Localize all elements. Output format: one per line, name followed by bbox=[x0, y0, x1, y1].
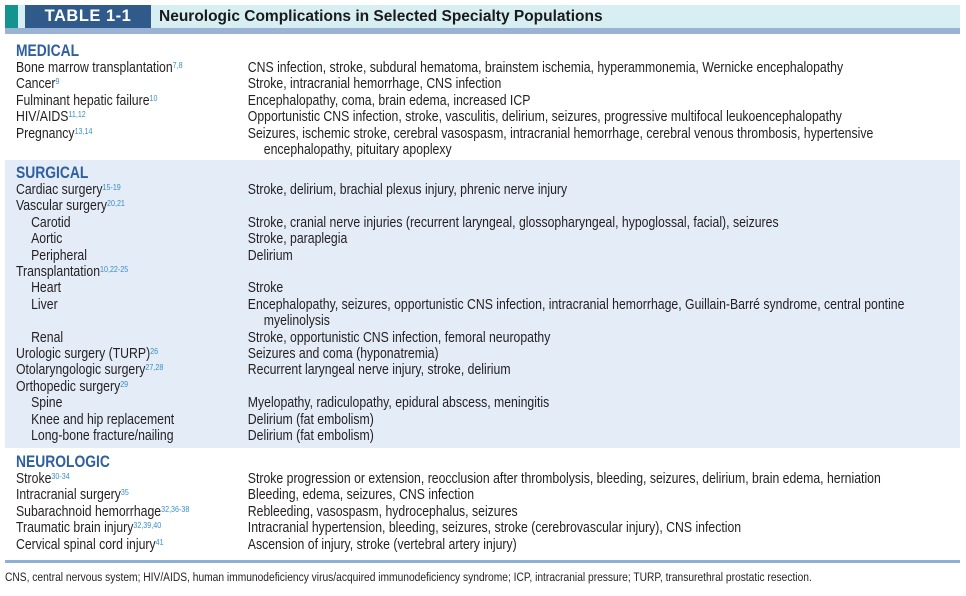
label-text: Cardiac surgery bbox=[15, 182, 103, 198]
table-row bbox=[0, 248, 954, 264]
complications-text: Bleeding, edema, seizures, CNS infection bbox=[247, 487, 475, 504]
label-text: Cervical spinal cord injury bbox=[15, 536, 156, 553]
bottom-rule bbox=[5, 560, 960, 563]
row-label bbox=[0, 297, 248, 330]
row-label bbox=[0, 504, 248, 520]
complications-text: Ascension of injury, stroke (vertebral artery injury) bbox=[247, 536, 517, 553]
table-row bbox=[0, 537, 954, 553]
table-row bbox=[0, 395, 954, 411]
label-text: Otolaryngologic surgery bbox=[15, 362, 146, 379]
table-row bbox=[0, 76, 954, 92]
reference-superscript: 32,36-38 bbox=[161, 503, 190, 514]
row-label bbox=[0, 93, 248, 109]
row-label bbox=[0, 330, 248, 346]
complications-text: Stroke, delirium, brachial plexus injury, phrenic nerve injury bbox=[247, 182, 568, 198]
section-surgical bbox=[0, 164, 954, 445]
complications-text: Delirium (fat embolism) bbox=[247, 428, 374, 445]
reference-superscript: 29 bbox=[120, 378, 129, 389]
row-label bbox=[0, 362, 248, 378]
complications-text: Myelopathy, radiculopathy, epidural abscess, meningitis bbox=[247, 395, 550, 412]
complications-text: Encephalopathy, seizures, opportunistic CNS infection, intracranial hemorrhage, Guillain-Barré syndrome, central pontine myelinolysis bbox=[247, 296, 905, 330]
row-label bbox=[0, 428, 248, 444]
reference-superscript: 35 bbox=[120, 487, 129, 498]
table-header bbox=[5, 5, 960, 28]
table-row bbox=[0, 182, 954, 198]
complications-text bbox=[248, 198, 954, 214]
label-text: Pregnancy bbox=[15, 125, 75, 142]
complications-text: Stroke bbox=[247, 280, 284, 297]
label-text: Carotid bbox=[31, 214, 71, 231]
table-row bbox=[0, 471, 954, 487]
label-text: Subarachnoid hemorrhage bbox=[15, 503, 162, 520]
reference-superscript: 27,28 bbox=[145, 362, 164, 373]
reference-superscript: 13,14 bbox=[74, 125, 93, 136]
row-label bbox=[0, 215, 248, 231]
section-title: NEUROLOGIC bbox=[15, 453, 110, 471]
table-row bbox=[0, 280, 954, 296]
complications-text: Delirium bbox=[247, 247, 293, 264]
table-row bbox=[0, 60, 954, 76]
table-row bbox=[0, 264, 954, 280]
row-label bbox=[0, 182, 248, 198]
table-row bbox=[0, 93, 954, 109]
row-label bbox=[0, 198, 248, 214]
complications-text: Encephalopathy, coma, brain edema, increased ICP bbox=[247, 92, 531, 109]
reference-superscript: 7,8 bbox=[172, 60, 183, 70]
label-text: Orthopedic surgery bbox=[15, 378, 121, 395]
complications-text: Recurrent laryngeal nerve injury, stroke, delirium bbox=[247, 362, 511, 379]
complications-text: Stroke, paraplegia bbox=[247, 231, 348, 248]
table-row bbox=[0, 412, 954, 428]
table-row bbox=[0, 215, 954, 231]
row-label bbox=[0, 264, 248, 280]
table-row bbox=[0, 330, 954, 346]
complications-text: CNS infection, stroke, subdural hematoma, brainstem ischemia, hyperammonemia, Wernicke encephalopathy bbox=[247, 60, 844, 76]
table-row bbox=[0, 231, 954, 247]
section-title: SURGICAL bbox=[15, 164, 89, 182]
table-row bbox=[0, 487, 954, 503]
header-rule bbox=[5, 28, 960, 34]
label-text: Cancer bbox=[15, 76, 56, 93]
row-label bbox=[0, 379, 248, 395]
complications-text bbox=[248, 379, 954, 395]
reference-superscript: 20,21 bbox=[107, 198, 125, 209]
table-row bbox=[0, 198, 954, 214]
reference-superscript: 9 bbox=[55, 76, 60, 87]
table-title: Neurologic Complications in Selected Specialty Populations bbox=[159, 8, 603, 25]
complications-text: Opportunistic CNS infection, stroke, vasculitis, delirium, seizures, progressive multifocal leukoencephalopathy bbox=[247, 109, 842, 126]
complications-text: Seizures, ischemic stroke, cerebral vasospasm, intracranial hemorrhage, cerebral venous thrombosis, hypertensive encephalopathy, pituitary apoplexy bbox=[247, 125, 874, 159]
footnote: CNS, central nervous system; HIV/AIDS, human immunodeficiency virus/acquired immunodeficiency syndrome; ICP, intracranial pressure; TURP, transurethral prostatic resection. bbox=[5, 570, 812, 584]
label-text: Bone marrow transplantation bbox=[15, 60, 173, 76]
table-row bbox=[0, 109, 954, 125]
accent-strip bbox=[5, 5, 18, 28]
complications-text: Rebleeding, vasospasm, hydrocephalus, seizures bbox=[247, 503, 518, 520]
label-text: Stroke bbox=[15, 471, 52, 487]
label-text: Intracranial surgery bbox=[15, 487, 121, 504]
complications-text: Stroke progression or extension, reocclusion after thrombolysis, bleeding, seizures, delirium, brain edema, herniation bbox=[247, 471, 881, 487]
row-label bbox=[0, 76, 248, 92]
complications-text: Intracranial hypertension, bleeding, seizures, stroke (cerebrovascular injury), CNS infection bbox=[247, 520, 742, 537]
label-text: Knee and hip replacement bbox=[31, 411, 175, 428]
label-text: Peripheral bbox=[31, 247, 87, 264]
label-text: Heart bbox=[31, 280, 62, 297]
row-label bbox=[0, 109, 248, 125]
reference-superscript: 32,39,40 bbox=[133, 520, 162, 531]
reference-superscript: 15-19 bbox=[102, 182, 121, 192]
row-label bbox=[0, 395, 248, 411]
table-row bbox=[0, 428, 954, 444]
row-label bbox=[0, 471, 248, 487]
label-text: Transplantation bbox=[15, 264, 101, 281]
row-label bbox=[0, 346, 248, 362]
label-text: Long-bone fracture/nailing bbox=[31, 428, 174, 445]
table-row bbox=[0, 520, 954, 536]
row-label bbox=[0, 60, 248, 76]
complications-text: Stroke, intracranial hemorrhage, CNS infection bbox=[247, 76, 502, 93]
reference-superscript: 41 bbox=[155, 536, 164, 547]
label-text: Traumatic brain injury bbox=[15, 520, 134, 537]
table-row bbox=[0, 362, 954, 378]
row-label bbox=[0, 520, 248, 536]
table-row bbox=[0, 126, 954, 159]
table-row bbox=[0, 346, 954, 362]
label-text: Renal bbox=[31, 329, 64, 346]
complications-text: Delirium (fat embolism) bbox=[247, 411, 374, 428]
complications-text: Seizures and coma (hyponatremia) bbox=[247, 346, 439, 363]
label-text: Spine bbox=[31, 395, 63, 412]
row-label bbox=[0, 537, 248, 553]
label-text: Aortic bbox=[31, 231, 63, 248]
complications-text: Stroke, cranial nerve injuries (recurrent laryngeal, glossopharyngeal, hypoglossal, facial), seizures bbox=[247, 214, 779, 231]
section-medical bbox=[0, 42, 954, 158]
label-text: HIV/AIDS bbox=[15, 109, 69, 126]
label-text: Urologic surgery (TURP) bbox=[15, 346, 151, 363]
row-label bbox=[0, 231, 248, 247]
complications-text bbox=[248, 264, 954, 280]
row-label bbox=[0, 412, 248, 428]
reference-superscript: 10,22-25 bbox=[100, 264, 129, 275]
label-text: Fulminant hepatic failure bbox=[15, 92, 150, 109]
label-text: Liver bbox=[31, 296, 58, 313]
row-label bbox=[0, 248, 248, 264]
section-neurologic bbox=[0, 453, 954, 553]
reference-superscript: 11,12 bbox=[68, 109, 86, 120]
reference-superscript: 10 bbox=[149, 92, 158, 103]
row-label bbox=[0, 487, 248, 503]
row-label bbox=[0, 126, 248, 159]
table-row bbox=[0, 379, 954, 395]
reference-superscript: 26 bbox=[150, 346, 159, 357]
section-title: MEDICAL bbox=[15, 42, 80, 60]
label-text: Vascular surgery bbox=[15, 198, 108, 215]
table-row bbox=[0, 504, 954, 520]
complications-text: Stroke, opportunistic CNS infection, femoral neuropathy bbox=[247, 329, 551, 346]
table-label: TABLE 1-1 bbox=[25, 5, 151, 28]
reference-superscript: 30-34 bbox=[51, 471, 70, 481]
table-row bbox=[0, 297, 954, 330]
row-label bbox=[0, 280, 248, 296]
